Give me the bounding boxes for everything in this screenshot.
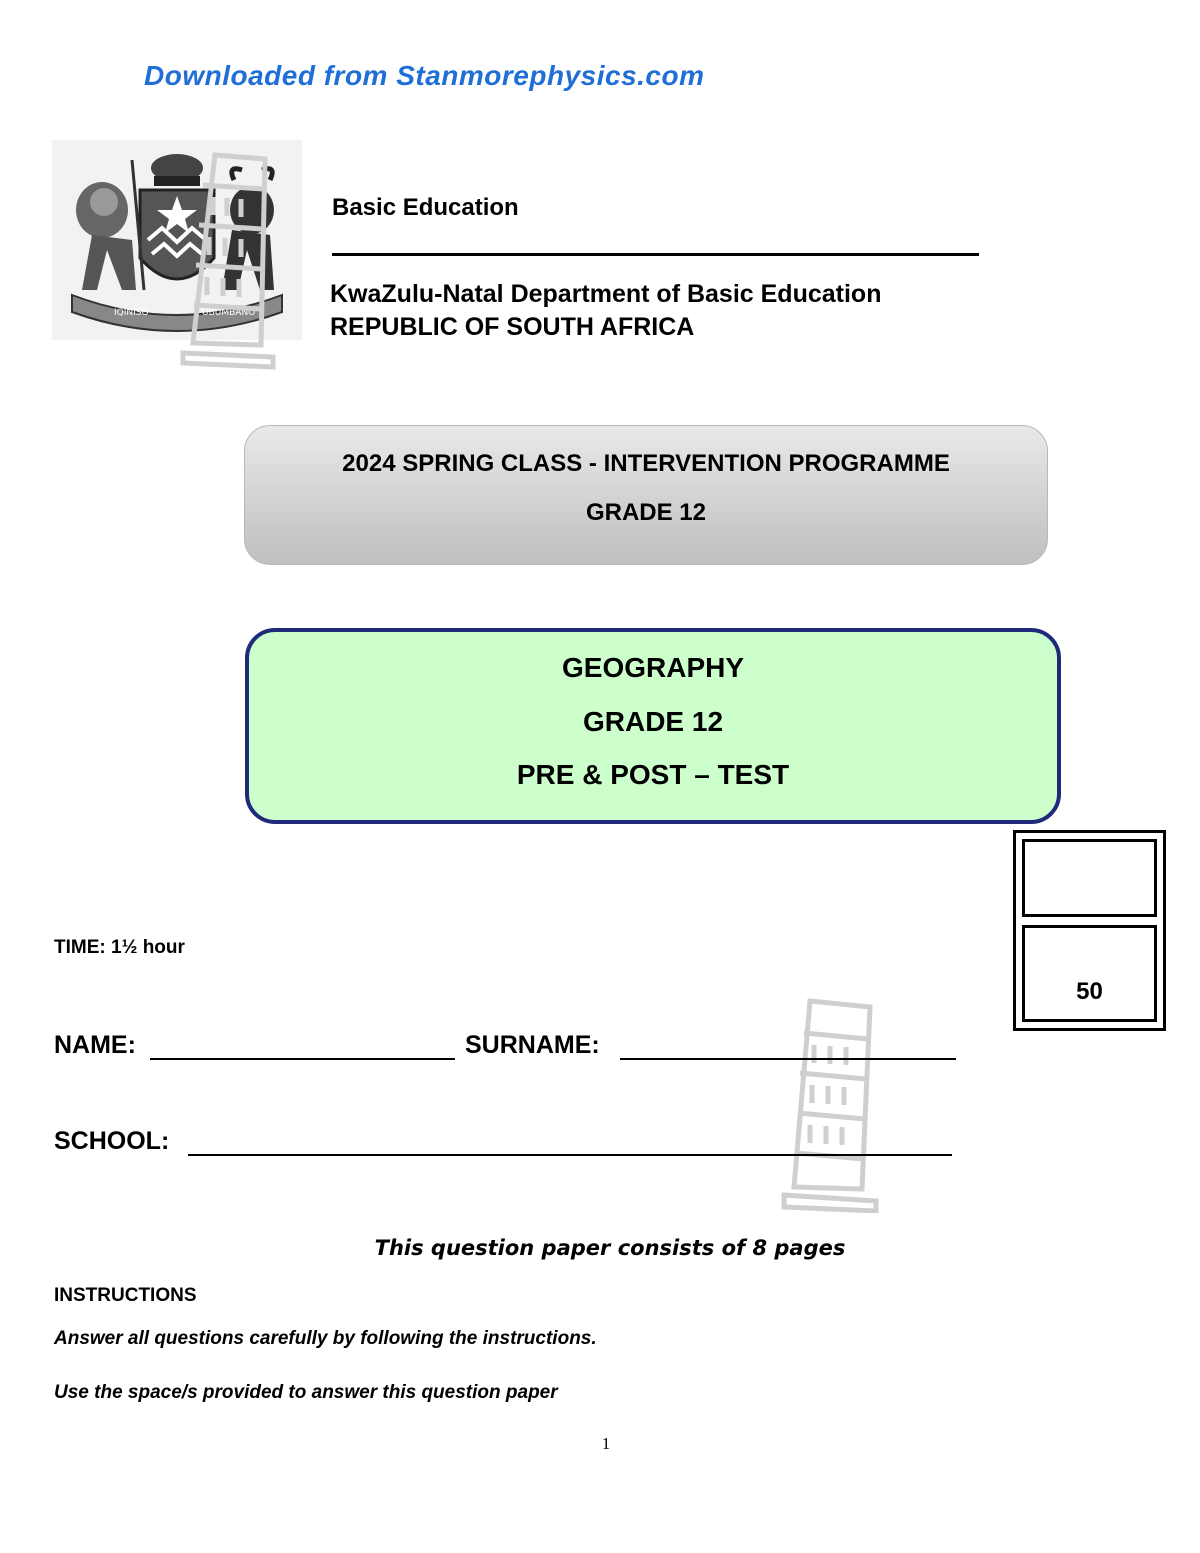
time-allowed xyxy=(54,937,185,959)
country-name: REPUBLIC OF SOUTH AFRICA xyxy=(330,313,695,341)
time-label: TIME: xyxy=(54,937,106,958)
school-label: SCHOOL: xyxy=(54,1127,170,1155)
programme-title: 2024 SPRING CLASS - INTERVENTION PROGRAMME xyxy=(342,450,950,477)
mark-obtained-field[interactable] xyxy=(1022,839,1157,917)
instruction-item: Use the space/s provided to answer this question paper xyxy=(54,1382,558,1403)
instructions-heading: INSTRUCTIONS xyxy=(54,1285,197,1306)
name-input-line[interactable] xyxy=(150,1058,455,1060)
subject-name: GEOGRAPHY xyxy=(561,652,745,683)
school-input-line[interactable] xyxy=(188,1154,952,1156)
crest-motto-right: UBUMBANO xyxy=(202,308,256,318)
department-heading xyxy=(330,278,881,344)
department-short: Basic Education xyxy=(332,194,519,221)
header-divider xyxy=(332,253,979,256)
page-count-note: This question paper consists of 8 pages xyxy=(374,1236,846,1260)
programme-banner xyxy=(244,425,1048,565)
crest-motto-left: IQINISO xyxy=(114,308,149,318)
instruction-item: Answer all questions carefully by following the instructions. xyxy=(54,1328,597,1349)
tower-watermark-icon xyxy=(175,145,285,370)
time-value: 1½ hour xyxy=(111,937,185,958)
department-full-name: KwaZulu-Natal Department of Basic Education xyxy=(330,280,882,308)
test-type: PRE & POST – TEST xyxy=(516,759,790,790)
programme-grade: GRADE 12 xyxy=(585,499,707,526)
subject-banner xyxy=(245,628,1061,824)
name-label: NAME: xyxy=(54,1031,136,1059)
surname-label: SURNAME: xyxy=(465,1031,600,1059)
subject-grade: GRADE 12 xyxy=(582,706,724,737)
tower-watermark-icon xyxy=(780,993,890,1213)
mark-total: 50 xyxy=(1076,978,1103,1005)
mark-total-cell xyxy=(1022,925,1157,1022)
download-banner: Downloaded from Stanmorephysics.com xyxy=(144,60,705,91)
mark-box xyxy=(1013,830,1166,1031)
surname-input-line[interactable] xyxy=(620,1058,956,1060)
page-number: 1 xyxy=(601,1434,611,1453)
